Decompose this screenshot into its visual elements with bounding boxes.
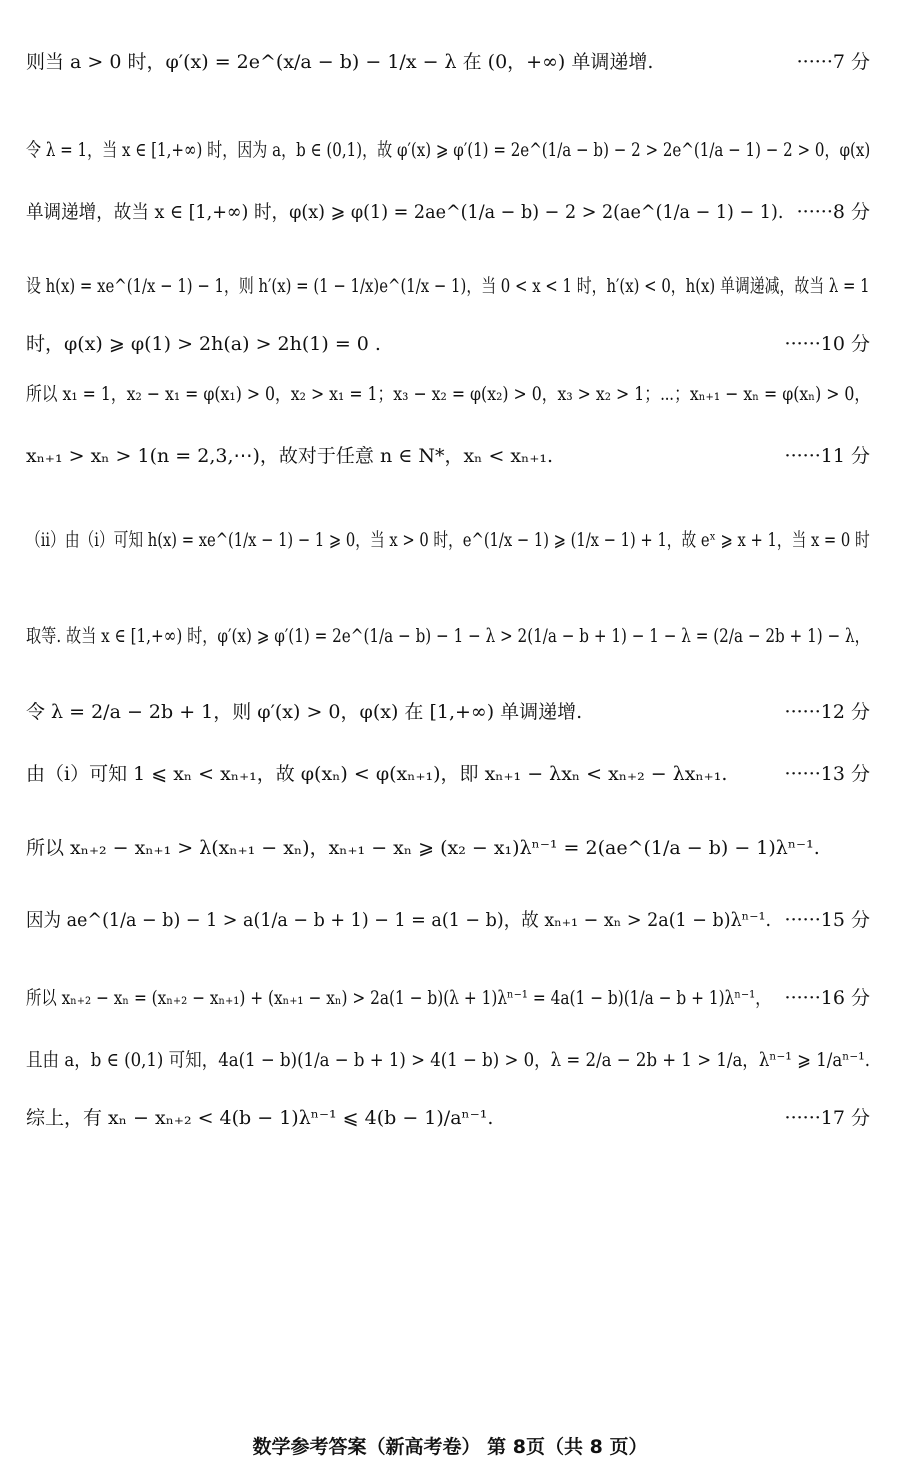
solution-line-14 xyxy=(26,986,870,1010)
solution-line-5 xyxy=(26,332,870,356)
line-text: 则当 a > 0 时，φ′(x) = 2e^(x/a − b) − 1/x − λ 在 (0，+∞) 单调递增. xyxy=(26,51,654,73)
solution-line-15 xyxy=(26,1048,870,1072)
line-text: 单调递增，故当 x ∈ [1,+∞) 时，φ(x) ⩾ φ(1) = 2ae^(1/a − b) − 2 > 2(ae^(1/a − 1) − 1). xyxy=(26,201,784,223)
solution-line-10 xyxy=(26,700,870,724)
line-text: 取等. 故当 x ∈ [1,+∞) 时，φ′(x) ⩾ φ′(1) = 2e^(1/a − b) − 1 − λ > 2(1/a − b + 1) − 1 − λ = (2/a − 2b + 1) − λ， xyxy=(26,625,870,647)
line-text: 令 λ = 1，当 x ∈ [1,+∞) 时，因为 a，b ∈ (0,1)，故 φ′(x) ⩾ φ′(1) = 2e^(1/a − b) − 2 > 2e^(1/a − 1) − 2 > 0，φ(x) xyxy=(26,139,871,161)
line-text: 由（i）可知 1 ⩽ xₙ < xₙ₊₁，故 φ(xₙ) < φ(xₙ₊₁)，即 xₙ₊₁ − λxₙ < xₙ₊₂ − λxₙ₊₁. xyxy=(26,763,728,785)
score-mark: ······8 分 xyxy=(796,201,870,223)
line-text: （ii）由（i）可知 h(x) = xe^(1/x − 1) − 1 ⩾ 0，当 x > 0 时，e^(1/x − 1) ⩾ (1/x − 1) + 1，故 eˣ ⩾ x + 1，当 x = 0 时 xyxy=(26,529,870,551)
score-mark: ······16 分 xyxy=(784,987,870,1009)
score-mark: ······7 分 xyxy=(796,51,870,73)
line-text: 所以 x₁ = 1，x₂ − x₁ = φ(x₁) > 0，x₂ > x₁ = 1；x₃ − x₂ = φ(x₂) > 0，x₃ > x₂ > 1；⋯；xₙ₊₁ − xₙ = φ(xₙ) > 0， xyxy=(26,383,871,405)
solution-line-12 xyxy=(26,836,870,860)
solution-line-4 xyxy=(26,274,870,298)
line-text: 时，φ(x) ⩾ φ(1) > 2h(a) > 2h(1) = 0 . xyxy=(26,333,381,355)
line-text: 因为 ae^(1/a − b) − 1 > a(1/a − b + 1) − 1 = a(1 − b)，故 xₙ₊₁ − xₙ > 2a(1 − b)λⁿ⁻¹. xyxy=(26,909,772,931)
score-mark: ······12 分 xyxy=(784,701,870,723)
solution-line-16 xyxy=(26,1106,870,1130)
page-footer: 数学参考答案（新高考卷） 第 8页（共 8 页） xyxy=(252,1436,648,1458)
score-mark: ······13 分 xyxy=(784,763,870,785)
line-text: xₙ₊₁ > xₙ > 1(n = 2,3,⋯)，故对于任意 n ∈ N*，xₙ < xₙ₊₁. xyxy=(26,445,554,467)
score-mark: ······15 分 xyxy=(784,909,870,931)
line-text: 所以 xₙ₊₂ − xₙ₊₁ > λ(xₙ₊₁ − xₙ)，xₙ₊₁ − xₙ ⩾ (x₂ − x₁)λⁿ⁻¹ = 2(ae^(1/a − b) − 1)λⁿ⁻¹. xyxy=(26,837,820,859)
solution-line-3 xyxy=(26,200,870,224)
line-text: 令 λ = 2/a − 2b + 1，则 φ′(x) > 0，φ(x) 在 [1,+∞) 单调递增. xyxy=(26,701,583,723)
solution-line-2 xyxy=(26,138,870,162)
solution-line-9 xyxy=(26,624,870,648)
solution-line-7 xyxy=(26,444,870,468)
line-text: 且由 a，b ∈ (0,1) 可知，4a(1 − b)(1/a − b + 1) > 4(1 − b) > 0，λ = 2/a − 2b + 1 > 1/a，λⁿ⁻¹ ⩾ 1/aⁿ⁻¹. xyxy=(26,1049,871,1071)
solution-line-13 xyxy=(26,908,870,932)
line-text: 综上，有 xₙ − xₙ₊₂ < 4(b − 1)λⁿ⁻¹ ⩽ 4(b − 1)/aⁿ⁻¹. xyxy=(26,1107,494,1129)
solution-line-8 xyxy=(26,528,870,552)
line-text: 设 h(x) = xe^(1/x − 1) − 1，则 h′(x) = (1 − 1/x)e^(1/x − 1)，当 0 < x < 1 时，h′(x) < 0，h(x) 单调递减，故当 λ = 1 xyxy=(26,275,870,297)
score-mark: ······17 分 xyxy=(784,1107,870,1129)
solution-line-1 xyxy=(26,50,870,74)
solution-line-6 xyxy=(26,382,870,406)
score-mark: ······11 分 xyxy=(784,445,870,467)
line-text: 所以 xₙ₊₂ − xₙ = (xₙ₊₂ − xₙ₊₁) + (xₙ₊₁ − xₙ) > 2a(1 − b)(λ + 1)λⁿ⁻¹ = 4a(1 − b)(1/a − b + 1)λⁿ⁻¹， xyxy=(26,987,771,1009)
solution-line-11 xyxy=(26,762,870,786)
score-mark: ······10 分 xyxy=(784,333,870,355)
